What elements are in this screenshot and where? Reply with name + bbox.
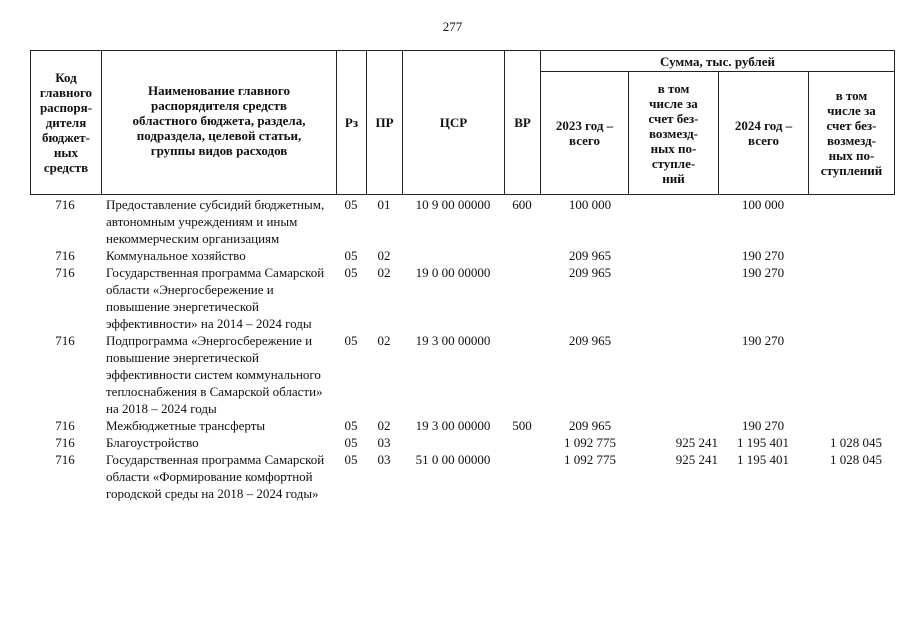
header-name: Наименование главного распорядителя средств областного бюджета, раздела, подраздела, целевой статьи, группы видов расходов <box>132 83 306 158</box>
row-name: Коммунальное хозяйство <box>106 248 246 263</box>
header-2024-grants: в том числе за счет без- возмезд- ных по- ступлений <box>820 88 883 178</box>
row-2024-total: 190 270 <box>741 418 785 433</box>
header-rz: Рз <box>344 115 359 130</box>
row-2023-grants: 925 241 <box>675 435 718 450</box>
header-2023-grants: в том числе за счет без- возмезд- ных по- ступле- ний <box>648 80 699 186</box>
row-2023-total: 209 965 <box>568 418 612 433</box>
row-code: 716 <box>55 452 75 467</box>
row-pr: 01 <box>377 197 391 212</box>
row-rz: 05 <box>344 435 358 450</box>
row-2024-total: 1 195 401 <box>737 435 789 450</box>
row-csr: 19 3 00 00000 <box>415 333 491 348</box>
table-body <box>30 196 895 502</box>
row-vr: 500 <box>512 418 532 433</box>
row-rz: 05 <box>344 452 358 467</box>
row-2024-total: 190 270 <box>741 265 785 280</box>
row-2023-total: 1 092 775 <box>564 452 616 467</box>
header-vr: ВР <box>514 115 531 130</box>
row-rz: 05 <box>344 265 358 280</box>
row-2023-total: 209 965 <box>568 248 612 263</box>
row-2023-total: 100 000 <box>568 197 612 212</box>
row-code: 716 <box>55 248 75 263</box>
table-row <box>30 417 895 434</box>
row-pr: 03 <box>377 435 391 450</box>
row-pr: 02 <box>377 418 391 433</box>
row-code: 716 <box>55 197 75 212</box>
row-code: 716 <box>55 418 75 433</box>
row-csr: 19 0 00 00000 <box>415 265 491 280</box>
table-row <box>30 264 895 332</box>
row-rz: 05 <box>344 418 358 433</box>
row-rz: 05 <box>344 197 358 212</box>
row-name: Предоставление субсидий бюджетным, автономным учреждениям и иным некоммерческим организациям <box>106 197 325 246</box>
row-name: Благоустройство <box>106 435 199 450</box>
page-number: 277 <box>442 19 463 34</box>
row-pr: 02 <box>377 333 391 348</box>
row-2023-grants: 925 241 <box>675 452 718 467</box>
table-row <box>30 196 895 247</box>
row-2023-total: 1 092 775 <box>564 435 616 450</box>
row-pr: 02 <box>377 265 391 280</box>
row-csr: 51 0 00 00000 <box>415 452 491 467</box>
table-row <box>30 247 895 264</box>
row-rz: 05 <box>344 333 358 348</box>
header-pr: ПР <box>375 115 394 130</box>
row-2024-total: 1 195 401 <box>737 452 789 467</box>
row-2023-total: 209 965 <box>568 265 612 280</box>
row-csr: 19 3 00 00000 <box>415 418 491 433</box>
row-2024-total: 100 000 <box>741 197 785 212</box>
row-vr: 600 <box>512 197 532 212</box>
table-header <box>30 50 895 195</box>
table-row <box>30 434 895 451</box>
row-name: Межбюджетные трансферты <box>106 418 266 433</box>
row-rz: 05 <box>344 248 358 263</box>
row-name: Подпрограмма «Энергосбережение и повышение энергетической эффективности систем коммунального теплоснабжения в Самарской области» на 2018 – 2024 годы <box>106 333 323 416</box>
row-name: Государственная программа Самарской области «Энергосбережение и повышение энергетической эффективности» на 2014 – 2024 годы <box>106 265 325 331</box>
table-row <box>30 332 895 417</box>
table-row <box>30 451 895 502</box>
row-2023-total: 209 965 <box>568 333 612 348</box>
row-2024-grants: 1 028 045 <box>830 435 882 450</box>
row-code: 716 <box>55 333 75 348</box>
header-csr: ЦСР <box>439 115 468 130</box>
row-2024-grants: 1 028 045 <box>830 452 882 467</box>
header-2023-total: 2023 год – всего <box>555 118 614 148</box>
header-code: Код главного распоря- дителя бюджет- ных средств <box>39 70 93 175</box>
row-csr: 10 9 00 00000 <box>415 197 491 212</box>
header-sum: Сумма, тыс. рублей <box>660 53 775 69</box>
header-2024-total: 2024 год – всего <box>734 118 793 148</box>
row-2024-total: 190 270 <box>741 333 785 348</box>
row-2024-total: 190 270 <box>741 248 785 263</box>
row-pr: 03 <box>377 452 391 467</box>
row-pr: 02 <box>377 248 391 263</box>
row-name: Государственная программа Самарской области «Формирование комфортной городской среды на 2018 – 2024 годы» <box>106 452 325 501</box>
row-code: 716 <box>55 265 75 280</box>
row-code: 716 <box>55 435 75 450</box>
